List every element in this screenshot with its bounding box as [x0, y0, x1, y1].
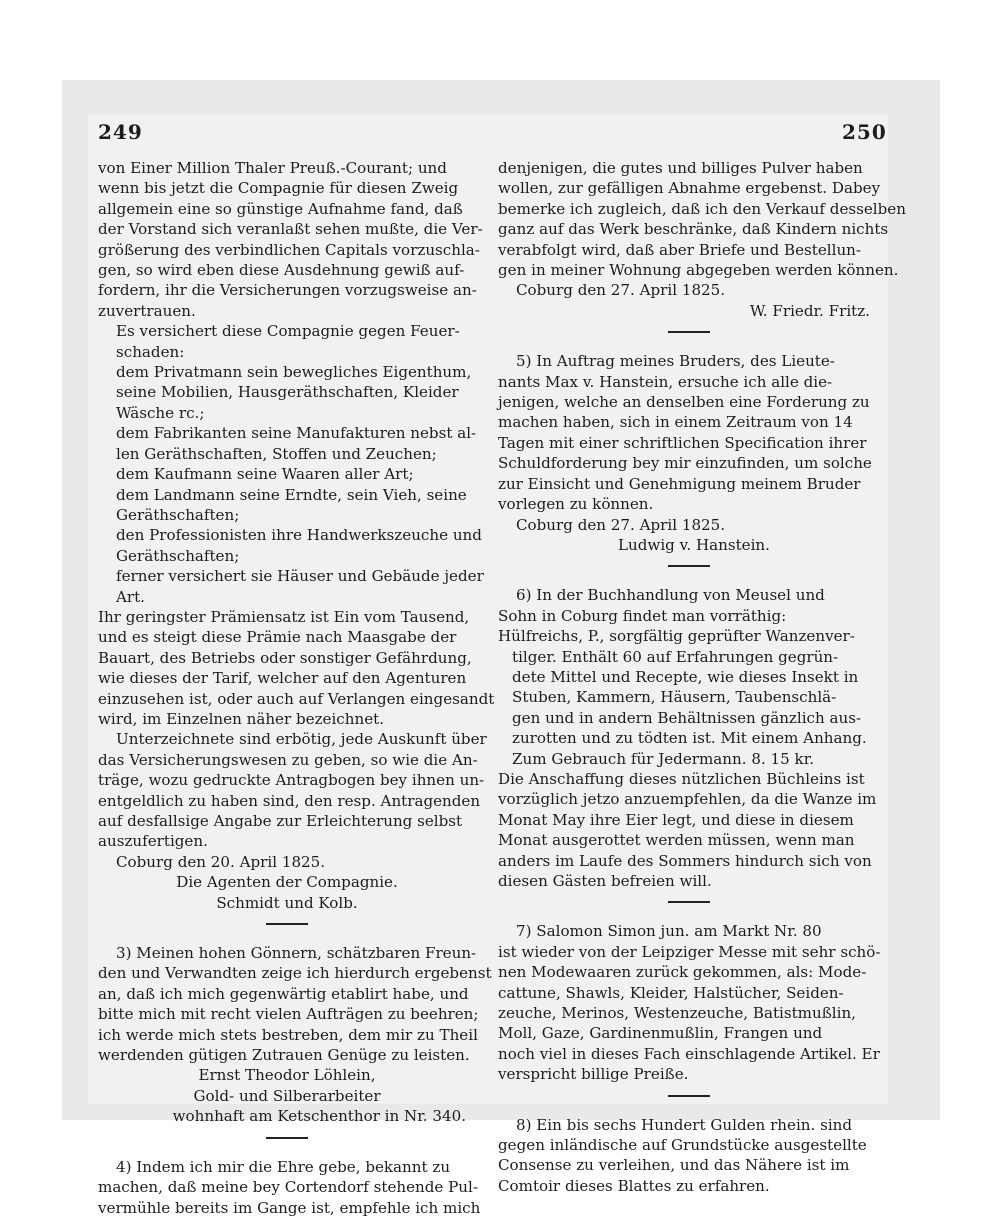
text-line: wollen, zur gefälligen Abnahme ergebenst. Dabey — [498, 179, 881, 198]
text-line: allgemein eine so günstige Aufnahme fand, daß — [98, 199, 463, 218]
left-column — [98, 158, 495, 1218]
text-line: Consense zu verleihen, und das Nähere ist im — [498, 1156, 850, 1175]
section-divider — [668, 565, 710, 567]
text-line: seine Mobilien, Hausgeräthschaften, Kleider — [116, 383, 459, 402]
notice-4-date: Coburg den 27. April 1825. — [516, 281, 726, 300]
text-line: einzusehen ist, oder auch auf Verlangen eingesandt — [98, 689, 495, 708]
section-divider — [668, 1095, 710, 1097]
notice-7 — [498, 921, 880, 1084]
text-line: gen, so wird eben diese Ausdehnung gewiß auf- — [98, 261, 465, 280]
text-line: gegen inländische auf Grundstücke ausgestellte — [498, 1136, 867, 1155]
text-line: entgeldlich zu haben sind, den resp. Antragenden — [98, 791, 481, 810]
text-line: Art. — [116, 587, 145, 606]
page-number-right: 250 — [842, 120, 887, 144]
text-line: Sohn in Coburg findet man vorräthig: — [498, 606, 787, 625]
text-line: 7) Salomon Simon jun. am Markt Nr. 80 — [516, 922, 822, 941]
insured-item — [98, 464, 476, 484]
text-line: nants Max v. Hanstein, ersuche ich alle die- — [498, 372, 833, 391]
section-divider — [668, 331, 710, 333]
text-line: Es versichert diese Compagnie gegen Feuer- — [116, 322, 460, 341]
notice-3-address: wohnhaft am Ketschenthor in Nr. 340. — [172, 1107, 466, 1126]
notice-6-book-title — [498, 626, 880, 769]
text-line: dete Mittel und Recepte, wie dieses Insekt in — [512, 667, 859, 686]
section-divider — [668, 901, 710, 903]
agents-names: Schmidt und Kolb. — [216, 893, 358, 912]
insured-item — [98, 423, 476, 464]
text-line: Tagen mit einer schriftlichen Specification ihrer — [498, 433, 867, 452]
text-line: der Vorstand sich veranlaßt sehen mußte, die Ver- — [98, 220, 483, 239]
notice-4 — [98, 1157, 481, 1218]
text-line: Unterzeichnete sind erbötig, jede Auskunft über — [116, 730, 487, 749]
text-line: gen in meiner Wohnung abgegeben werden können. — [498, 261, 899, 280]
text-line: verabfolgt wird, daß aber Briefe und Bestellun- — [498, 240, 861, 259]
text-line: 4) Indem ich mir die Ehre gebe, bekannt zu — [116, 1157, 451, 1176]
notice-4-continued — [498, 158, 906, 280]
text-line: ich werde mich stets bestreben, dem mir zu Theil — [98, 1025, 478, 1044]
text-line: dem Kaufmann seine Waaren aller Art; — [116, 465, 414, 484]
text-line: machen haben, sich in einem Zeitraum von 14 — [498, 413, 853, 432]
text-line: 8) Ein bis sechs Hundert Gulden rhein. sind — [516, 1115, 853, 1134]
text-line: anders im Laufe des Sommers hindurch sich von — [498, 851, 872, 870]
text-line: vermühle bereits im Gange ist, empfehle ich mich — [98, 1198, 481, 1217]
text-line: Geräthschaften; — [116, 546, 240, 565]
text-line: den und Verwandten zeige ich hierdurch ergebenst — [98, 964, 492, 983]
text-line: Zum Gebrauch für Jedermann. 8. 15 kr. — [512, 749, 815, 768]
insured-item — [98, 566, 484, 607]
section-divider — [266, 923, 308, 925]
text-line: machen, daß meine bey Cortendorf stehende Pul- — [98, 1178, 478, 1197]
text-line: Schuldforderung bey mir einzufinden, um solche — [498, 454, 872, 473]
text-line: verspricht billige Preiße. — [498, 1065, 689, 1084]
notice-3-trade: Gold- und Silberarbeiter — [193, 1086, 381, 1105]
text-line: Wäsche rc.; — [116, 403, 205, 422]
notice-5-date: Coburg den 27. April 1825. — [516, 515, 726, 534]
notice-3-name: Ernst Theodor Löhlein, — [198, 1066, 376, 1085]
notice-6-text — [498, 769, 880, 891]
text-line: diesen Gästen befreien will. — [498, 872, 712, 890]
text-line: wenn bis jetzt die Compagnie für diesen Zweig — [98, 179, 459, 198]
text-line: Bauart, des Betriebs oder sonstiger Gefährdung, — [98, 648, 472, 667]
text-line: auszufertigen. — [98, 832, 208, 851]
section-divider — [266, 1137, 308, 1139]
notice-5-signature: Ludwig v. Hanstein. — [618, 535, 770, 554]
text-line: schaden: — [116, 342, 185, 361]
right-column — [498, 158, 906, 1196]
insurance-intro — [98, 158, 483, 321]
text-line: zur Einsicht und Genehmigung meinem Bruder — [498, 474, 861, 493]
text-line: vorzüglich jetzo anzuempfehlen, da die Wanze im — [498, 790, 877, 809]
text-line: denjenigen, die gutes und billiges Pulver haben — [498, 159, 863, 177]
text-line: zurotten und zu tödten ist. Mit einem Anhang. — [512, 729, 867, 748]
premium-paragraph — [98, 607, 495, 729]
text-line: Ihr geringster Prämiensatz ist Ein vom Tausend, — [98, 607, 470, 626]
text-line: Moll, Gaze, Gardinenmußlin, Frangen und — [498, 1024, 823, 1043]
text-line: cattune, Shawls, Kleider, Halstücher, Seiden- — [498, 983, 844, 1002]
text-line: dem Fabrikanten seine Manufakturen nebst al- — [116, 424, 477, 443]
text-line: 5) In Auftrag meines Bruders, des Lieute- — [516, 352, 835, 371]
insured-item — [98, 485, 476, 526]
text-line: Monat ausgerottet werden müssen, wenn man — [498, 831, 855, 850]
text-line: Stuben, Kammern, Häusern, Taubenschlä- — [512, 688, 837, 707]
text-line: ganz auf das Werk beschränke, daß Kindern nichts — [498, 220, 889, 239]
notice-5 — [498, 351, 880, 514]
agents-paragraph — [98, 729, 487, 851]
text-line: von Einer Million Thaler Preuß.-Courant; und — [98, 159, 447, 177]
text-line: werdenden gütigen Zutrauen Genüge zu leisten. — [98, 1046, 470, 1065]
text-line: tilger. Enthält 60 auf Erfahrungen gegrün- — [512, 647, 839, 666]
text-line: auf desfallsige Angabe zur Erleichterung selbst — [98, 812, 463, 830]
notice-4-signature: W. Friedr. Fritz. — [749, 301, 870, 320]
text-line: gen und in andern Behältnissen gänzlich aus- — [512, 708, 862, 727]
text-line: len Geräthschaften, Stoffen und Zeuchen; — [116, 444, 437, 463]
text-line: dem Landmann seine Erndte, sein Vieh, seine — [116, 485, 467, 504]
text-line: nen Modewaaren zurück gekommen, als: Mode- — [498, 963, 867, 982]
text-line: wie dieses der Tarif, welcher auf den Agenturen — [98, 669, 467, 688]
text-line: 3) Meinen hohen Gönnern, schätzbaren Freun- — [116, 944, 477, 963]
insured-item — [98, 362, 476, 423]
text-line: größerung des verbindlichen Capitals vorzuschla- — [98, 240, 480, 259]
text-line: Hülfreichs, P., sorgfältig geprüfter Wanzenver- — [498, 627, 855, 646]
text-line: Monat May ihre Eier legt, und diese in diesem — [498, 810, 854, 829]
notice-8 — [498, 1115, 880, 1197]
text-line: wird, im Einzelnen näher bezeichnet. — [98, 709, 384, 728]
text-line: fordern, ihr die Versicherungen vorzugsweise an- — [98, 281, 477, 300]
text-line: das Versicherungswesen zu geben, so wie die An- — [98, 750, 478, 769]
text-line: an, daß ich mich gegenwärtig etablirt habe, und — [98, 984, 469, 1003]
text-line: träge, wozu gedruckte Antragbogen bey ihnen un- — [98, 771, 485, 790]
text-line: jenigen, welche an denselben eine Forderung zu — [498, 393, 870, 412]
text-line: ferner versichert sie Häuser und Gebäude jeder — [116, 567, 484, 586]
text-line: Die Anschaffung dieses nützlichen Büchleins ist — [498, 769, 865, 788]
text-line: dem Privatmann sein bewegliches Eigenthum, — [116, 363, 472, 382]
text-line: Geräthschaften; — [116, 505, 240, 524]
text-line: zuvertrauen. — [98, 301, 196, 320]
text-line: ist wieder von der Leipziger Messe mit sehr schö- — [498, 942, 881, 961]
insured-item — [98, 525, 482, 566]
text-line: noch viel in dieses Fach einschlagende Artikel. Er — [498, 1044, 880, 1063]
text-line: und es steigt diese Prämie nach Maasgabe der — [98, 628, 457, 647]
page-number-left: 249 — [98, 120, 143, 144]
text-line: den Professionisten ihre Handwerkszeuche und — [116, 526, 482, 545]
text-line: Comtoir dieses Blattes zu erfahren. — [498, 1176, 770, 1195]
text-line: bitte mich mit recht vielen Aufträgen zu beehren; — [98, 1005, 479, 1024]
insured-items-list — [98, 362, 484, 607]
notice-6-intro — [498, 585, 880, 626]
agents-date: Coburg den 20. April 1825. — [116, 852, 326, 871]
notice-3 — [98, 943, 492, 1065]
text-line: bemerke ich zugleich, daß ich den Verkauf desselben — [498, 199, 906, 218]
agents-signature: Die Agenten der Compagnie. — [176, 873, 398, 892]
insures-heading — [98, 321, 476, 362]
text-line: zeuche, Merinos, Westenzeuche, Batistmußlin, — [498, 1004, 856, 1023]
text-line: vorlegen zu können. — [498, 495, 654, 514]
text-line: 6) In der Buchhandlung von Meusel und — [516, 586, 825, 605]
